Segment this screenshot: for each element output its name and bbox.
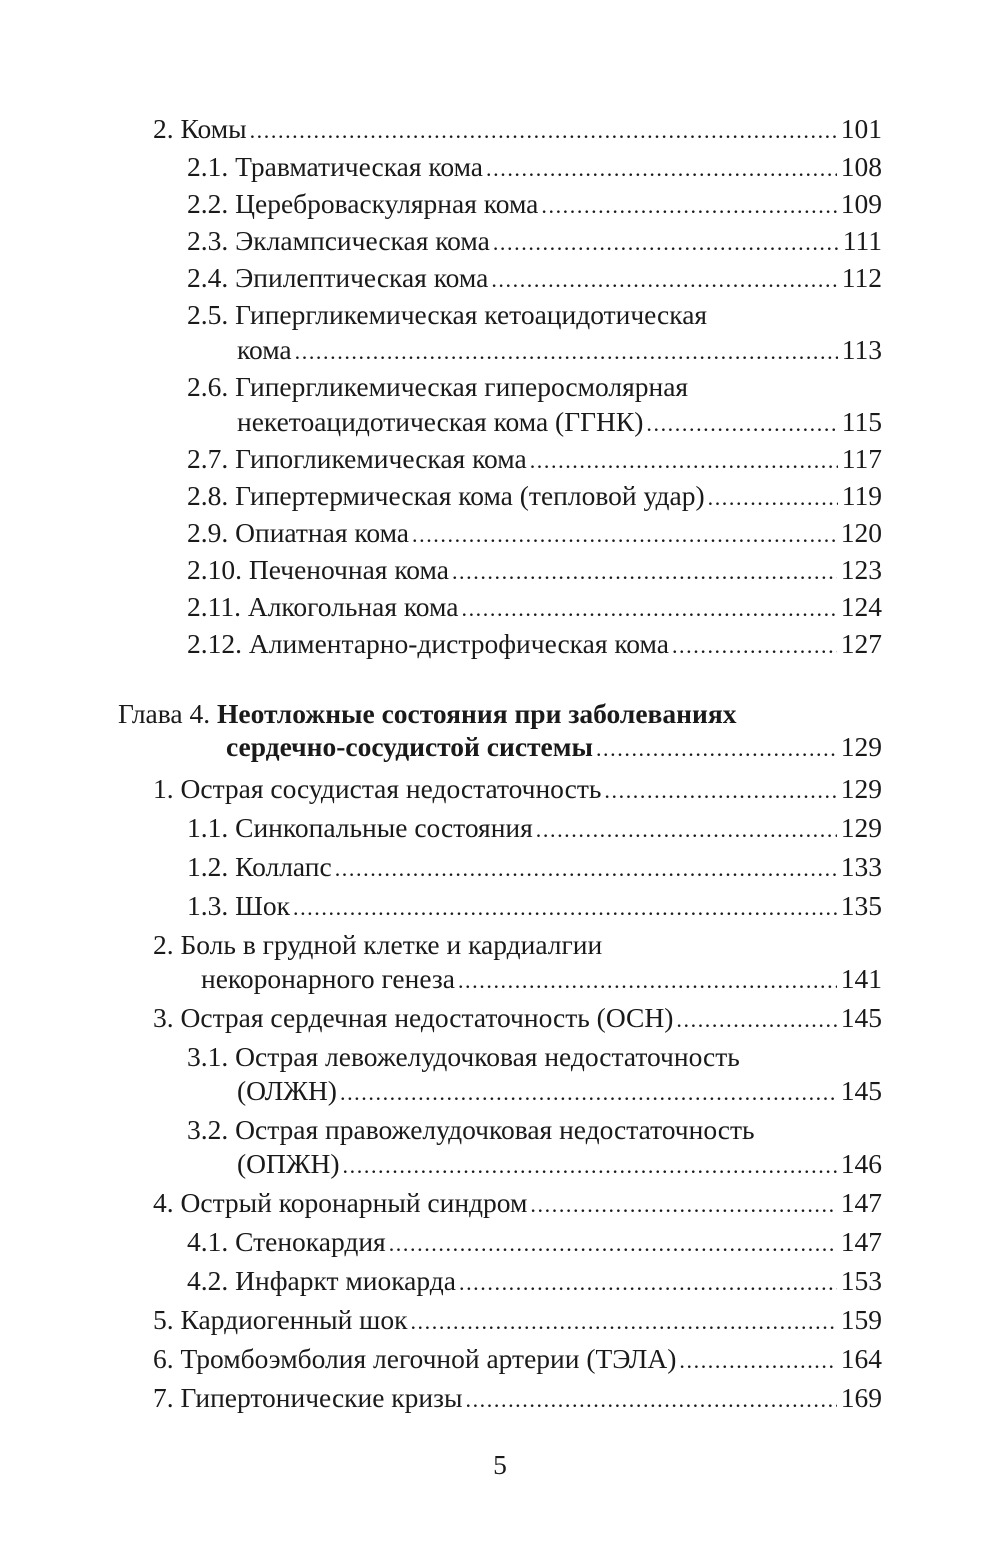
toc-entry-title: 6. Тромбоэмболия легочной артерии (ТЭЛА) — [153, 1343, 677, 1374]
toc-entry-title-line2: некоронарного генеза — [201, 963, 455, 994]
toc-entry-page: 133 — [840, 851, 882, 882]
toc-entry-title: 4.1. Стенокардия — [187, 1226, 386, 1257]
toc-entry-title: 2.7. Гипогликемическая кома — [187, 443, 527, 474]
toc-entry-title: 1.1. Синкопальные состояния — [187, 812, 533, 843]
toc-entry-title-line1: 2.6. Гипергликемическая гиперосмолярная — [187, 371, 689, 402]
toc-entry — [237, 405, 882, 441]
toc-entry-page: 169 — [840, 1382, 882, 1413]
toc-entry-title-line1: 2.5. Гипергликемическая кетоацидотическая — [187, 299, 708, 330]
toc-entry-title: 1. Острая сосудистая недостаточность — [153, 773, 602, 804]
toc-entry-page: 115 — [841, 406, 882, 437]
toc-entry — [153, 1186, 882, 1222]
toc-entry — [187, 150, 882, 186]
toc-entry — [153, 1381, 882, 1417]
toc-entry-title: 3. Острая сердечная недостаточность (ОСН) — [153, 1002, 674, 1033]
toc-entry-page: 129 — [840, 812, 882, 843]
chapter-title-line2: сердечно-сосудистой системы — [226, 731, 593, 762]
toc-entry-title-line2: кома — [237, 334, 292, 365]
toc-entry-page: 146 — [840, 1148, 882, 1179]
toc-entry-page: 117 — [841, 443, 882, 474]
toc-entry — [187, 479, 882, 515]
toc-entry-page: 147 — [840, 1226, 882, 1257]
toc-entry — [187, 1225, 882, 1261]
toc-entry-page: 119 — [841, 480, 882, 511]
toc-entry — [187, 224, 882, 260]
toc-entry — [187, 590, 882, 626]
toc-entry-title: 7. Гипертонические кризы — [153, 1382, 463, 1413]
toc-entry — [153, 772, 882, 808]
toc-entry-title: 2. Комы — [153, 113, 247, 144]
toc-entry-page: 147 — [840, 1187, 882, 1218]
toc-entry-title-line1: 2. Боль в грудной клетке и кардиалгии — [153, 929, 603, 960]
toc-entry-page: 153 — [840, 1265, 882, 1296]
toc-entry-title: 4.2. Инфаркт миокарда — [187, 1265, 456, 1296]
toc-entry-title: 2.2. Цереброваскулярная кома — [187, 188, 539, 219]
toc-entry — [187, 516, 882, 552]
toc-entry — [153, 1001, 882, 1037]
toc-entry — [237, 1147, 882, 1183]
toc-entry-page: 145 — [840, 1075, 882, 1106]
toc-entry-title: 2.11. Алкогольная кома — [187, 591, 459, 622]
toc-entry — [237, 1074, 882, 1110]
toc-entry-title-line2: (ОПЖН) — [237, 1148, 340, 1179]
page-number: 5 — [493, 1449, 507, 1480]
toc-entry-title-line1: 3.2. Острая правожелудочковая недостаточность — [187, 1114, 755, 1145]
toc-entry — [187, 187, 882, 223]
toc-entry-title: 2.3. Эклампсическая кома — [187, 225, 490, 256]
toc-entry — [187, 1264, 882, 1300]
toc-entry-page: 129 — [840, 773, 882, 804]
toc-entry — [201, 962, 882, 998]
toc-entry-page: 111 — [842, 225, 882, 256]
toc-entry-title: 1.2. Коллапс — [187, 851, 332, 882]
toc-entry-title: 4. Острый коронарный синдром — [153, 1187, 528, 1218]
toc-entry — [187, 850, 882, 886]
toc-entry-title: 2.1. Травматическая кома — [187, 151, 484, 182]
toc-entry-page: 120 — [840, 517, 882, 548]
toc-entry — [187, 889, 882, 925]
chapter-heading — [118, 697, 736, 731]
toc-entry-title: 2.9. Опиатная кома — [187, 517, 409, 548]
toc-entry-page: 129 — [840, 731, 882, 762]
toc-entry-page: 145 — [840, 1002, 882, 1033]
toc-entry — [237, 333, 882, 369]
toc-entry — [187, 627, 882, 663]
toc-entry-comas — [153, 112, 882, 148]
toc-entry-page: 127 — [840, 628, 882, 659]
toc-entry-title: 5. Кардиогенный шок — [153, 1304, 408, 1335]
toc-entry-page: 159 — [840, 1304, 882, 1335]
toc-entry-title-line2: (ОЛЖН) — [237, 1075, 337, 1106]
toc-entry-page: 135 — [840, 890, 882, 921]
toc-entry — [153, 1303, 882, 1339]
toc-entry-title-line2: некетоацидотическая кома (ГГНК) — [237, 406, 644, 437]
toc-entry-title: 2.8. Гипертермическая кома (тепловой удар) — [187, 480, 705, 511]
toc-entry-page: 164 — [840, 1343, 882, 1374]
toc-entry — [187, 811, 882, 847]
toc-entry — [187, 553, 882, 589]
toc-entry — [187, 261, 882, 297]
toc-entry-page: 124 — [840, 591, 882, 622]
chapter-title-line1: Неотложные состояния при заболеваниях — [216, 698, 737, 729]
toc-entry-title: 2.4. Эпилептическая кома — [187, 262, 489, 293]
toc-entry-title: 2.12. Алиментарно-дистрофическая кома — [187, 628, 669, 659]
toc-entry — [187, 442, 882, 478]
toc-entry-title-line1: 3.1. Острая левожелудочковая недостаточность — [187, 1041, 740, 1072]
toc-entry-page: 141 — [840, 963, 882, 994]
toc-entry-title: 1.3. Шок — [187, 890, 290, 921]
toc-entry-page: 108 — [840, 151, 882, 182]
toc-entry-page: 101 — [840, 113, 882, 144]
toc-entry — [153, 1342, 882, 1378]
chapter-prefix: Глава 4. — [118, 698, 211, 729]
toc-entry-page: 113 — [841, 334, 882, 365]
chapter-heading-line2 — [226, 730, 882, 766]
toc-entry-page: 109 — [840, 188, 882, 219]
toc-entry-page: 123 — [840, 554, 882, 585]
toc-entry-title: 2.10. Печеночная кома — [187, 554, 449, 585]
toc-entry-page: 112 — [841, 262, 882, 293]
